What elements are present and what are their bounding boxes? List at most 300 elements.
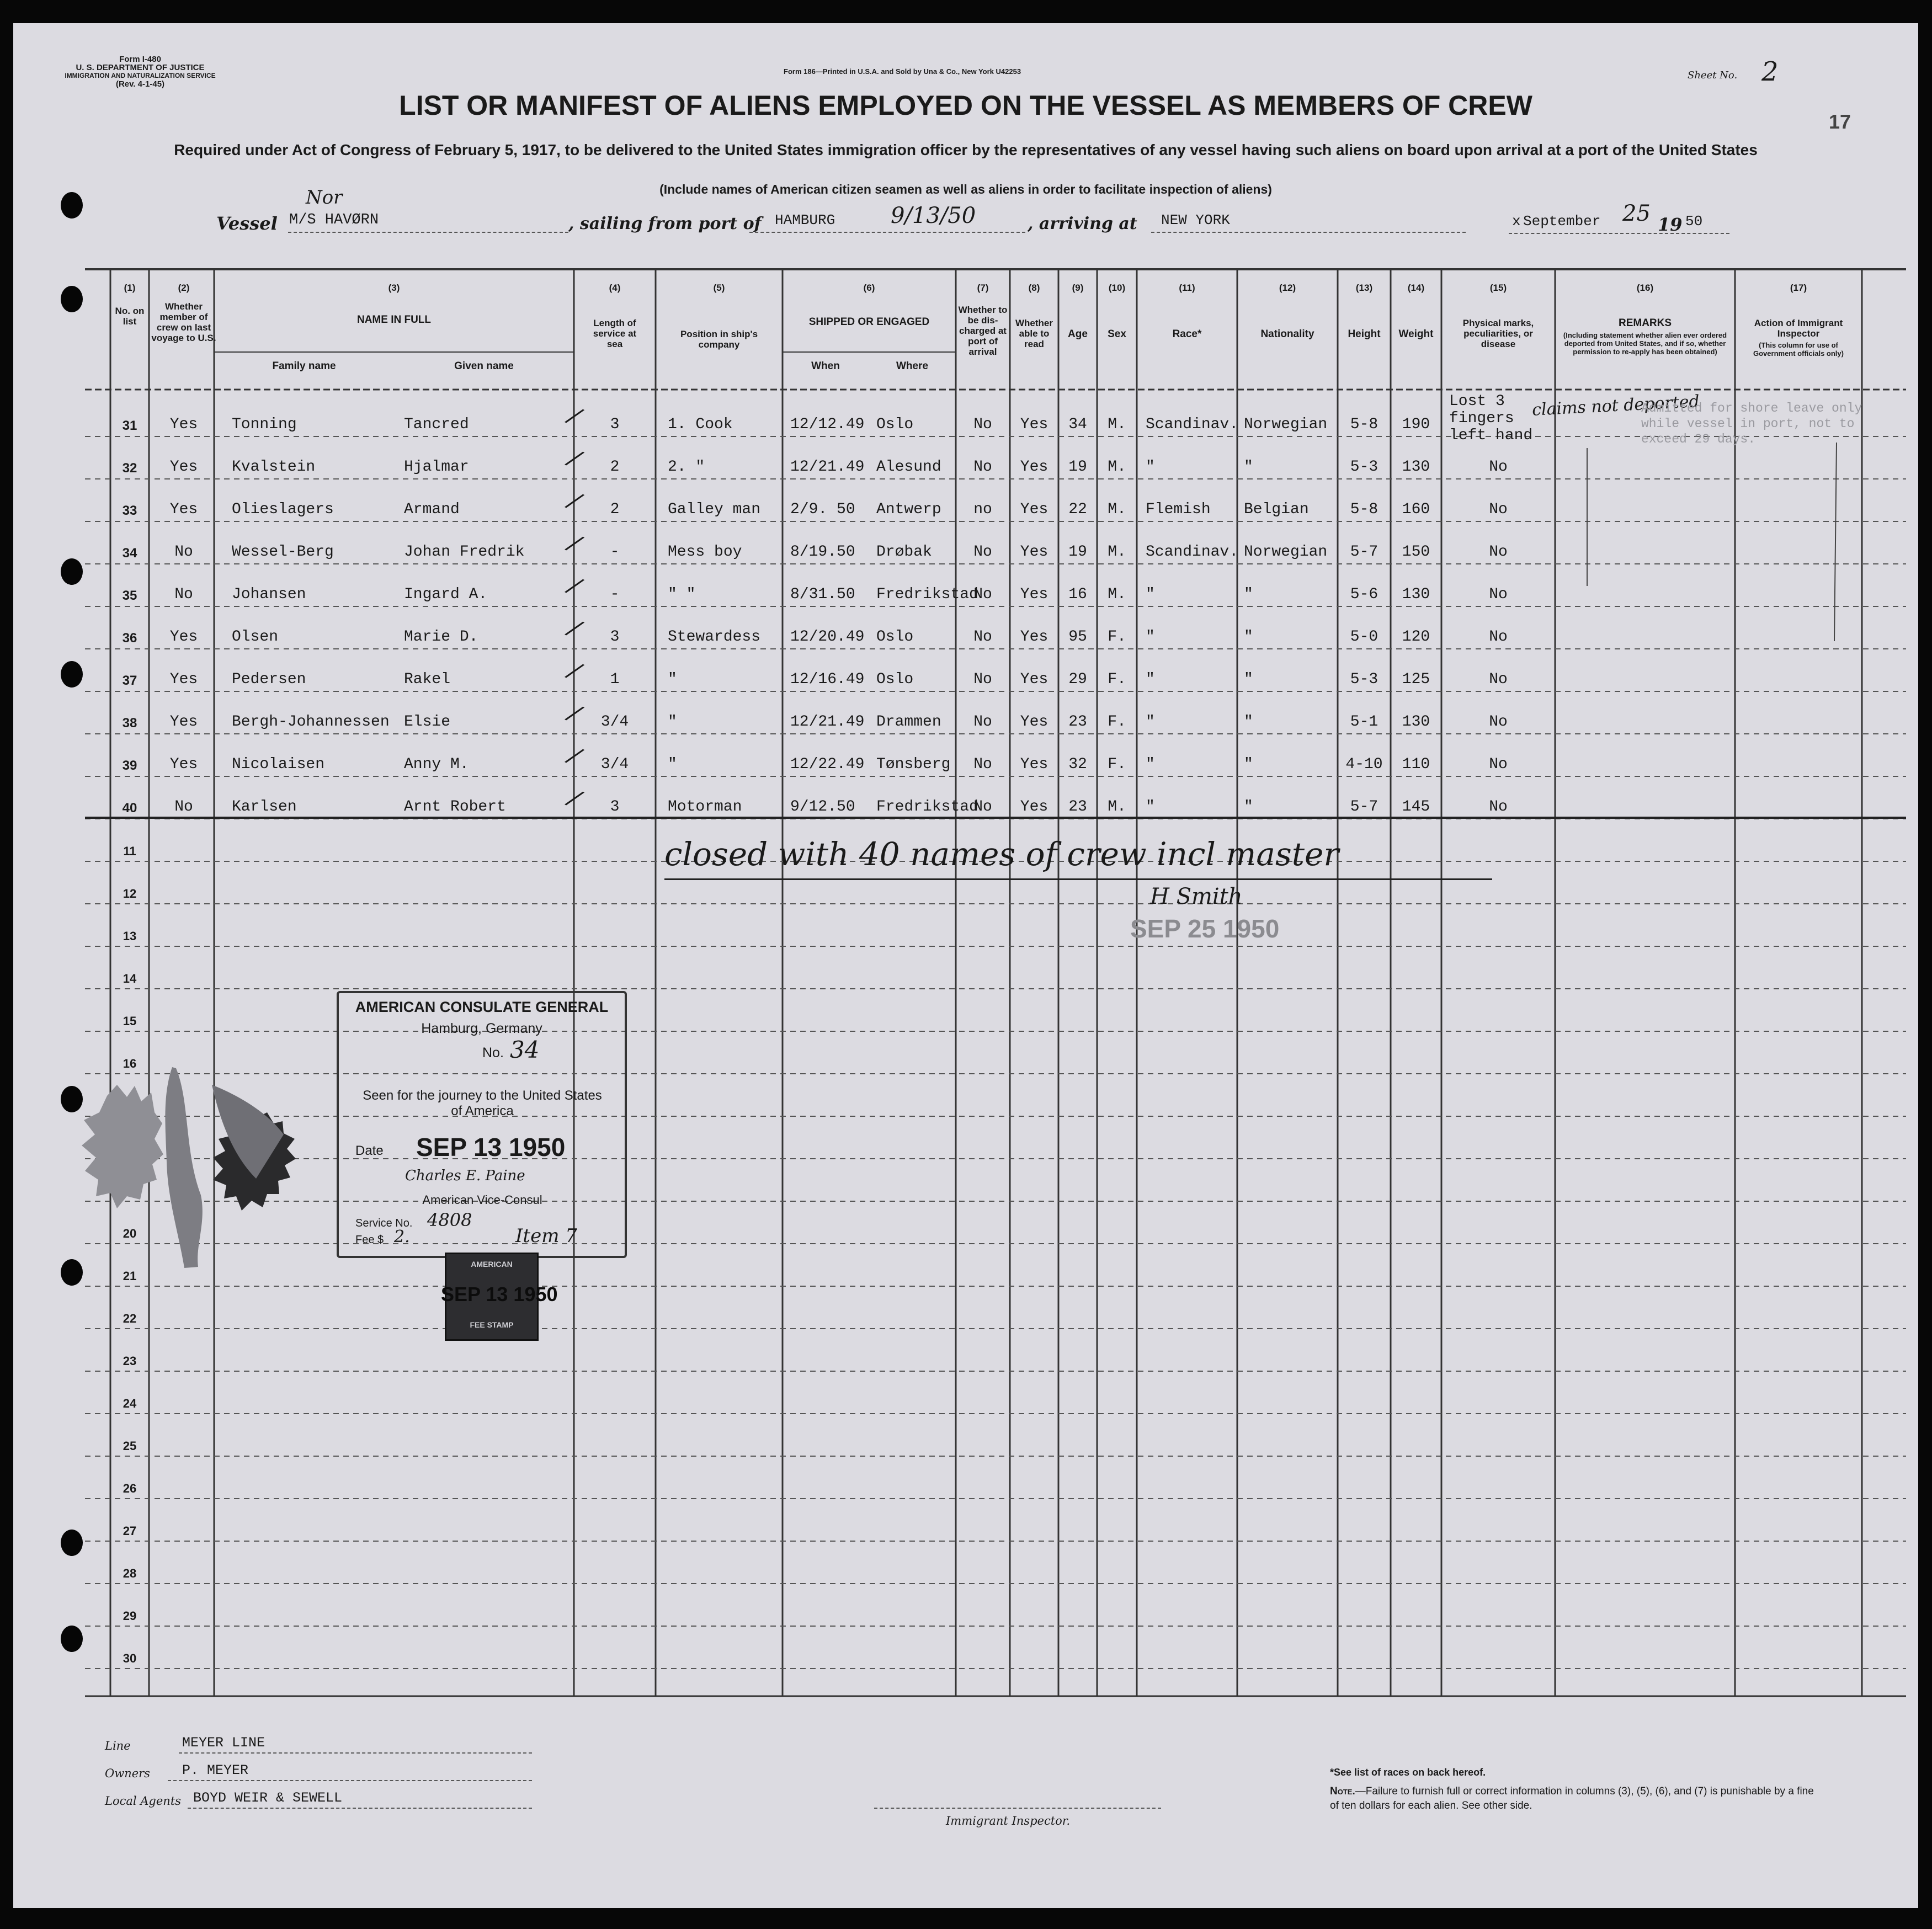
age-cell: 95	[1068, 628, 1087, 646]
check-mark-icon: /	[564, 784, 585, 813]
row-number: 29	[123, 1609, 137, 1623]
discharge-cell: No	[973, 628, 992, 646]
race-cell: Flemish	[1146, 501, 1211, 518]
shipped-where-cell: Oslo	[876, 416, 914, 433]
weight-cell: 130	[1402, 586, 1430, 603]
consulate-no-value: 34	[510, 1036, 540, 1063]
footer-owners-value: P. MEYER	[182, 1762, 249, 1778]
consulate-stamp	[337, 991, 627, 1258]
consulate-date: SEP 13 1950	[416, 1133, 566, 1161]
hdr-name-in-full: NAME IN FULL	[356, 314, 432, 326]
consulate-no-label: No.	[482, 1045, 504, 1061]
race-cell: "	[1146, 756, 1155, 773]
footer-fine-note	[1330, 1784, 1816, 1813]
discharge-cell: No	[973, 713, 992, 731]
hdr-physical-marks: Physical marks, peculiarities, or disease	[1462, 318, 1534, 349]
family-name-cell: Karlsen	[232, 798, 297, 816]
row-number: 21	[123, 1269, 137, 1283]
consul-title: American Vice-Consul	[422, 1193, 542, 1207]
col-num-3: (3)	[388, 283, 400, 293]
page-subtitle: Required under Act of Congress of February 5, 1917, to be delivered to the United States immigration officer by the representatives of any vessel having such aliens on board upon arrival at a port of the United States	[174, 141, 1758, 158]
col-num-17: (17)	[1790, 283, 1807, 293]
row-number: 15	[123, 1014, 137, 1028]
able-to-read-cell: Yes	[1020, 628, 1049, 646]
physical-marks-cell: No	[1489, 586, 1508, 603]
row-number: 37	[122, 673, 137, 688]
shipped-when-cell: 9/12.50	[790, 798, 855, 816]
hdr-able-to-read: Whether able to read	[1015, 318, 1053, 349]
col-num-5: (5)	[713, 283, 725, 293]
nationality-cell: Norwegian	[1244, 416, 1328, 433]
age-cell: 32	[1068, 756, 1087, 773]
position-cell: 1. Cook	[668, 416, 733, 433]
able-to-read-cell: Yes	[1020, 713, 1049, 731]
arrival-month: September	[1523, 213, 1601, 230]
sheet-number: 2	[1761, 56, 1779, 87]
row-number: 23	[123, 1354, 137, 1368]
arriving-port: NEW YORK	[1161, 212, 1230, 228]
col-num-9: (9)	[1072, 283, 1084, 293]
row-number: 25	[123, 1439, 137, 1453]
discharge-cell: no	[973, 501, 992, 518]
race-cell: "	[1146, 586, 1155, 603]
sex-cell: M.	[1108, 798, 1126, 816]
age-cell: 29	[1068, 671, 1087, 688]
row-number: 16	[123, 1057, 137, 1070]
height-cell: 5-8	[1350, 501, 1379, 518]
footer-owners-underline	[168, 1780, 532, 1781]
able-to-read-cell: Yes	[1020, 416, 1049, 433]
footer-line-value: MEYER LINE	[182, 1735, 265, 1751]
sex-cell: F.	[1108, 671, 1126, 688]
col-num-8: (8)	[1028, 283, 1040, 293]
inspector-initials: H Smith	[1150, 884, 1243, 909]
position-cell: " "	[668, 586, 696, 603]
nationality-cell: Belgian	[1244, 501, 1309, 518]
seal-left	[82, 1085, 163, 1208]
consular-seal	[74, 1052, 306, 1294]
physical-marks-cell: No	[1489, 459, 1508, 476]
check-mark-icon: /	[564, 741, 585, 770]
hdr-position: Position in ship's company	[680, 329, 758, 350]
weight-cell: 150	[1402, 543, 1430, 561]
arrival-date-stamp: SEP 25 1950	[1130, 914, 1280, 943]
footer-note-text: —Failure to furnish full or correct information in columns (3), (5), (6), and (7) is punishable by a fine of ten dollars for each alien. See other side.	[1330, 1786, 1814, 1811]
row-number: 31	[122, 418, 137, 433]
col-num-11: (11)	[1179, 283, 1195, 293]
footer-agents-label: Local Agents	[105, 1794, 182, 1808]
sex-cell: M.	[1108, 459, 1126, 476]
age-cell: 22	[1068, 501, 1087, 518]
fee-item: Item 7	[515, 1225, 577, 1247]
sex-cell: M.	[1108, 501, 1126, 518]
row-number: 40	[122, 801, 137, 816]
form-id: Form I-480 U. S. DEPARTMENT OF JUSTICE IMMIGRATION AND NATURALIZATION SERVICE (Rev. 4-1-45)	[65, 55, 216, 89]
height-cell: 5-3	[1350, 459, 1379, 476]
nationality-cell: "	[1244, 586, 1253, 603]
row-number: 26	[123, 1482, 137, 1495]
length-service-cell: 3/4	[600, 756, 629, 773]
row-number: 33	[122, 503, 137, 518]
arriving-label: , arriving at	[1028, 214, 1137, 233]
position-cell: Motorman	[668, 798, 742, 816]
vessel-label: Vessel	[216, 213, 278, 234]
physical-marks-cell: No	[1489, 798, 1508, 816]
sailing-label: , sailing from port of	[568, 214, 762, 233]
last-voyage-cell: Yes	[169, 756, 198, 773]
col-num-6: (6)	[863, 283, 875, 293]
sex-cell: M.	[1108, 586, 1126, 603]
hdr-action: Action of Immigrant Inspector	[1754, 318, 1843, 339]
discharge-cell: No	[973, 671, 992, 688]
subtitle-note: (Include names of American citizen seamen as well as aliens in order to facilitate inspection of aliens)	[659, 182, 1272, 196]
shipped-when-cell: 8/31.50	[790, 586, 855, 603]
physical-marks-cell: No	[1489, 713, 1508, 731]
closing-underline	[664, 878, 1492, 880]
remarks-stamp: Admitted for shore leave only while vessel in port, not to exceed 29 days.	[1641, 401, 1862, 446]
vessel-name: M/S HAVØRN	[289, 212, 379, 228]
row-number: 24	[123, 1397, 137, 1410]
seal-ribbon	[165, 1067, 202, 1268]
weight-cell: 145	[1402, 798, 1430, 816]
service-label: Service No.	[355, 1217, 413, 1229]
nationality-cell: "	[1244, 713, 1253, 731]
consul-signature: Charles E. Paine	[405, 1168, 525, 1184]
check-mark-icon: /	[564, 444, 585, 473]
footer-agents-underline	[188, 1808, 532, 1809]
hdr-weight: Weight	[1398, 328, 1434, 340]
height-cell: 5-7	[1350, 543, 1379, 561]
manifest-sheet	[13, 23, 1918, 1908]
discharge-cell: No	[973, 459, 992, 476]
row-number: 38	[122, 716, 137, 731]
race-cell: Scandinav.	[1146, 543, 1239, 561]
height-cell: 4-10	[1345, 756, 1383, 773]
age-cell: 34	[1068, 416, 1087, 433]
able-to-read-cell: Yes	[1020, 459, 1049, 476]
closing-note: closed with 40 names of crew incl master	[664, 835, 1339, 873]
race-cell: "	[1146, 798, 1155, 816]
sailing-date: 9/13/50	[891, 203, 976, 228]
physical-marks-cell: No	[1489, 628, 1508, 646]
hdr-member-last-voyage: Whether member of crew on last voyage to U.S.	[151, 301, 216, 343]
length-service-cell: -	[610, 586, 620, 603]
marks-annotation: claims not deported	[1531, 392, 1700, 420]
col-num-4: (4)	[609, 283, 621, 293]
weight-cell: 125	[1402, 671, 1430, 688]
physical-marks-cell: Lost 3 fingers left hand	[1449, 393, 1533, 444]
given-name-cell: Marie D.	[404, 628, 478, 646]
race-cell: Scandinav.	[1146, 416, 1239, 433]
physical-marks-cell: No	[1489, 671, 1508, 688]
footer-owners-label: Owners	[105, 1767, 150, 1780]
footer-races-note: *See list of races on back hereof.	[1330, 1767, 1486, 1778]
physical-marks-cell: No	[1489, 501, 1508, 518]
family-name-cell: Tonning	[232, 416, 297, 433]
printer-note: Form 186—Printed in U.S.A. and Sold by Una & Co., New York U42253	[784, 67, 1021, 76]
footer-agents-value: BOYD WEIR & SEWELL	[193, 1790, 343, 1806]
length-service-cell: 3	[610, 628, 620, 646]
check-mark-icon: /	[564, 614, 585, 643]
col-num-10: (10)	[1108, 283, 1126, 293]
shipped-when-cell: 12/16.49	[790, 671, 865, 688]
consulate-seen: Seen for the journey to the United States of America	[363, 1088, 602, 1118]
footer-line-underline	[179, 1752, 532, 1754]
position-cell: Stewardess	[668, 628, 761, 646]
shipped-when-cell: 2/9. 50	[790, 501, 855, 518]
check-mark-icon: /	[564, 699, 585, 728]
age-cell: 23	[1068, 798, 1087, 816]
height-cell: 5-7	[1350, 798, 1379, 816]
hdr-discharged: Whether to be dis- charged at port of arrival	[958, 305, 1008, 357]
position-cell: "	[668, 713, 677, 731]
row-number: 20	[123, 1227, 137, 1240]
last-voyage-cell: No	[174, 543, 193, 561]
col-num-2: (2)	[178, 283, 190, 293]
able-to-read-cell: Yes	[1020, 756, 1049, 773]
able-to-read-cell: Yes	[1020, 501, 1049, 518]
last-voyage-cell: Yes	[169, 713, 198, 731]
sheet-label: Sheet No.	[1688, 70, 1738, 81]
physical-marks-cell: No	[1489, 543, 1508, 561]
fee-stamp-line2: FEE STAMP	[470, 1320, 514, 1329]
given-name-cell: Elsie	[404, 713, 451, 731]
family-name-cell: Olsen	[232, 628, 279, 646]
hdr-action-note: (This column for use of Government officials only)	[1753, 341, 1844, 358]
col-num-13: (13)	[1355, 283, 1373, 293]
shipped-when-cell: 12/20.49	[790, 628, 865, 646]
check-mark-icon: /	[564, 401, 585, 430]
nationality-cell: Norwegian	[1244, 543, 1328, 561]
discharge-cell: No	[973, 586, 992, 603]
footer-note-label: Note.	[1330, 1786, 1355, 1797]
hdr-race: Race*	[1172, 328, 1202, 340]
discharge-cell: No	[973, 798, 992, 816]
nationality-cell: "	[1244, 798, 1253, 816]
row-number: 12	[123, 887, 137, 900]
hdr-no-on-list: No. on list	[115, 306, 145, 327]
family-name-cell: Pedersen	[232, 671, 306, 688]
arrival-day: 25	[1622, 201, 1651, 226]
last-voyage-cell: Yes	[169, 501, 198, 518]
nationality-cell: "	[1244, 671, 1253, 688]
inspector-signature-line	[874, 1808, 1161, 1809]
check-mark-icon: /	[564, 529, 585, 558]
last-voyage-cell: Yes	[169, 459, 198, 476]
hdr-where: Where	[896, 360, 929, 372]
weight-cell: 130	[1402, 459, 1430, 476]
vessel-note: Nor	[306, 186, 343, 209]
row-number: 30	[123, 1651, 137, 1665]
hdr-when: When	[811, 360, 840, 372]
last-voyage-cell: Yes	[169, 628, 198, 646]
race-cell: "	[1146, 459, 1155, 476]
fee-stamp-line1: AMERICAN	[471, 1260, 513, 1269]
col-num-16: (16)	[1636, 283, 1654, 293]
length-service-cell: -	[610, 543, 620, 561]
page-mark: 17	[1829, 110, 1851, 133]
hdr-length-service: Length of service at sea	[593, 318, 637, 349]
hdr-sex: Sex	[1108, 328, 1126, 340]
year-prefix: 19	[1658, 214, 1683, 235]
footer-line-label: Line	[105, 1739, 131, 1752]
remarks-pen-stroke	[1834, 443, 1837, 641]
shipped-where-cell: Fredrikstad	[876, 586, 978, 603]
hdr-remarks-note: (Including statement whether alien ever ordered deported from United States, and if so, whether permission to re-apply has been obtained)	[1563, 331, 1727, 356]
age-cell: 19	[1068, 543, 1087, 561]
row-number: 27	[123, 1524, 137, 1538]
fee-stamp-date: SEP 13 1950	[441, 1283, 558, 1305]
shipped-when-cell: 12/21.49	[790, 713, 865, 731]
col-num-14: (14)	[1407, 283, 1425, 293]
hdr-remarks: REMARKS	[1618, 317, 1672, 329]
check-mark-icon: /	[564, 571, 585, 600]
weight-cell: 190	[1402, 416, 1430, 433]
fee-amount: 2.	[394, 1227, 410, 1246]
sex-cell: M.	[1108, 416, 1126, 433]
discharge-cell: No	[973, 756, 992, 773]
hdr-height: Height	[1348, 328, 1381, 340]
check-mark-icon: /	[564, 656, 585, 685]
race-cell: "	[1146, 713, 1155, 731]
shipped-where-cell: Drammen	[876, 713, 941, 731]
col-num-12: (12)	[1279, 283, 1296, 293]
row-number: 36	[122, 631, 137, 646]
row-number: 34	[122, 546, 137, 561]
length-service-cell: 1	[610, 671, 620, 688]
age-cell: 23	[1068, 713, 1087, 731]
page-title: LIST OR MANIFEST OF ALIENS EMPLOYED ON THE VESSEL AS MEMBERS OF CREW	[399, 90, 1532, 121]
row-number: 22	[123, 1312, 137, 1325]
length-service-cell: 2	[610, 459, 620, 476]
given-name-cell: Ingard A.	[404, 586, 488, 603]
fee-label: Fee $	[355, 1234, 384, 1246]
service-number: 4808	[427, 1209, 472, 1230]
row-number: 28	[123, 1566, 137, 1580]
shipped-when-cell: 12/22.49	[790, 756, 865, 773]
race-cell: "	[1146, 628, 1155, 646]
shipped-when-cell: 12/21.49	[790, 459, 865, 476]
given-name-cell: Armand	[404, 501, 460, 518]
age-cell: 16	[1068, 586, 1087, 603]
position-cell: 2. "	[668, 459, 705, 476]
given-name-cell: Tancred	[404, 416, 469, 433]
given-name-cell: Anny M.	[404, 756, 469, 773]
discharge-cell: No	[973, 543, 992, 561]
weight-cell: 120	[1402, 628, 1430, 646]
shipped-where-cell: Antwerp	[876, 501, 941, 518]
height-cell: 5-1	[1350, 713, 1379, 731]
nationality-cell: "	[1244, 756, 1253, 773]
row-number: 35	[122, 588, 137, 603]
able-to-read-cell: Yes	[1020, 586, 1049, 603]
last-voyage-cell: Yes	[169, 671, 198, 688]
row-number: 39	[122, 758, 137, 773]
hdr-family-name: Family name	[272, 360, 336, 372]
weight-cell: 130	[1402, 713, 1430, 731]
height-cell: 5-0	[1350, 628, 1379, 646]
height-cell: 5-6	[1350, 586, 1379, 603]
race-cell: "	[1146, 671, 1155, 688]
family-name-cell: Nicolaisen	[232, 756, 325, 773]
hdr-given-name: Given name	[454, 360, 514, 372]
length-service-cell: 3/4	[600, 713, 629, 731]
last-voyage-cell: No	[174, 798, 193, 816]
consulate-date-label: Date	[355, 1143, 384, 1158]
check-mark-icon: /	[564, 486, 585, 515]
discharge-cell: No	[973, 416, 992, 433]
arrival-date-prefix: x	[1512, 213, 1521, 230]
family-name-cell: Johansen	[232, 586, 306, 603]
row-number: 11	[123, 844, 136, 858]
weight-cell: 160	[1402, 501, 1430, 518]
given-name-cell: Rakel	[404, 671, 451, 688]
height-cell: 5-3	[1350, 671, 1379, 688]
able-to-read-cell: Yes	[1020, 798, 1049, 816]
family-name-cell: Wessel-Berg	[232, 543, 334, 561]
row-number: 14	[123, 972, 137, 985]
sex-cell: M.	[1108, 543, 1126, 561]
able-to-read-cell: Yes	[1020, 671, 1049, 688]
given-name-cell: Johan Fredrik	[404, 543, 525, 561]
shipped-where-cell: Tønsberg	[876, 756, 951, 773]
given-name-cell: Hjalmar	[404, 459, 469, 476]
row-number: 32	[122, 461, 137, 476]
row-number: 13	[123, 929, 137, 943]
col-num-1: (1)	[124, 283, 136, 293]
given-name-cell: Arnt Robert	[404, 798, 506, 816]
sex-cell: F.	[1108, 756, 1126, 773]
hdr-age: Age	[1068, 328, 1088, 340]
position-cell: "	[668, 671, 677, 688]
position-cell: "	[668, 756, 677, 773]
footer-inspector-label: Immigrant Inspector.	[946, 1814, 1071, 1827]
shipped-when-cell: 12/12.49	[790, 416, 865, 433]
length-service-cell: 2	[610, 501, 620, 518]
able-to-read-cell: Yes	[1020, 543, 1049, 561]
sailing-port: HAMBURG	[775, 212, 835, 228]
shipped-where-cell: Fredrikstad	[876, 798, 978, 816]
nationality-cell: "	[1244, 628, 1253, 646]
last-voyage-cell: Yes	[169, 416, 198, 433]
family-name-cell: Kvalstein	[232, 459, 316, 476]
consulate-title: AMERICAN CONSULATE GENERAL	[355, 999, 609, 1015]
shipped-where-cell: Alesund	[876, 459, 941, 476]
family-name-cell: Bergh-Johannessen	[232, 713, 390, 731]
col-num-7: (7)	[977, 283, 989, 293]
length-service-cell: 3	[610, 798, 620, 816]
sex-cell: F.	[1108, 628, 1126, 646]
physical-marks-cell: No	[1489, 756, 1508, 773]
length-service-cell: 3	[610, 416, 620, 433]
shipped-when-cell: 8/19.50	[790, 543, 855, 561]
position-cell: Mess boy	[668, 543, 742, 561]
last-voyage-cell: No	[174, 586, 193, 603]
height-cell: 5-8	[1350, 416, 1379, 433]
consulate-city: Hamburg, Germany	[421, 1021, 542, 1036]
shipped-where-cell: Oslo	[876, 628, 914, 646]
position-cell: Galley man	[668, 501, 761, 518]
shipped-where-cell: Drøbak	[876, 543, 932, 561]
nationality-cell: "	[1244, 459, 1253, 476]
hdr-nationality: Nationality	[1260, 328, 1314, 340]
shipped-where-cell: Oslo	[876, 671, 914, 688]
col-num-15: (15)	[1489, 283, 1507, 293]
sex-cell: F.	[1108, 713, 1126, 731]
fee-stamp	[441, 1253, 558, 1341]
family-name-cell: Olieslagers	[232, 501, 334, 518]
weight-cell: 110	[1402, 756, 1430, 773]
